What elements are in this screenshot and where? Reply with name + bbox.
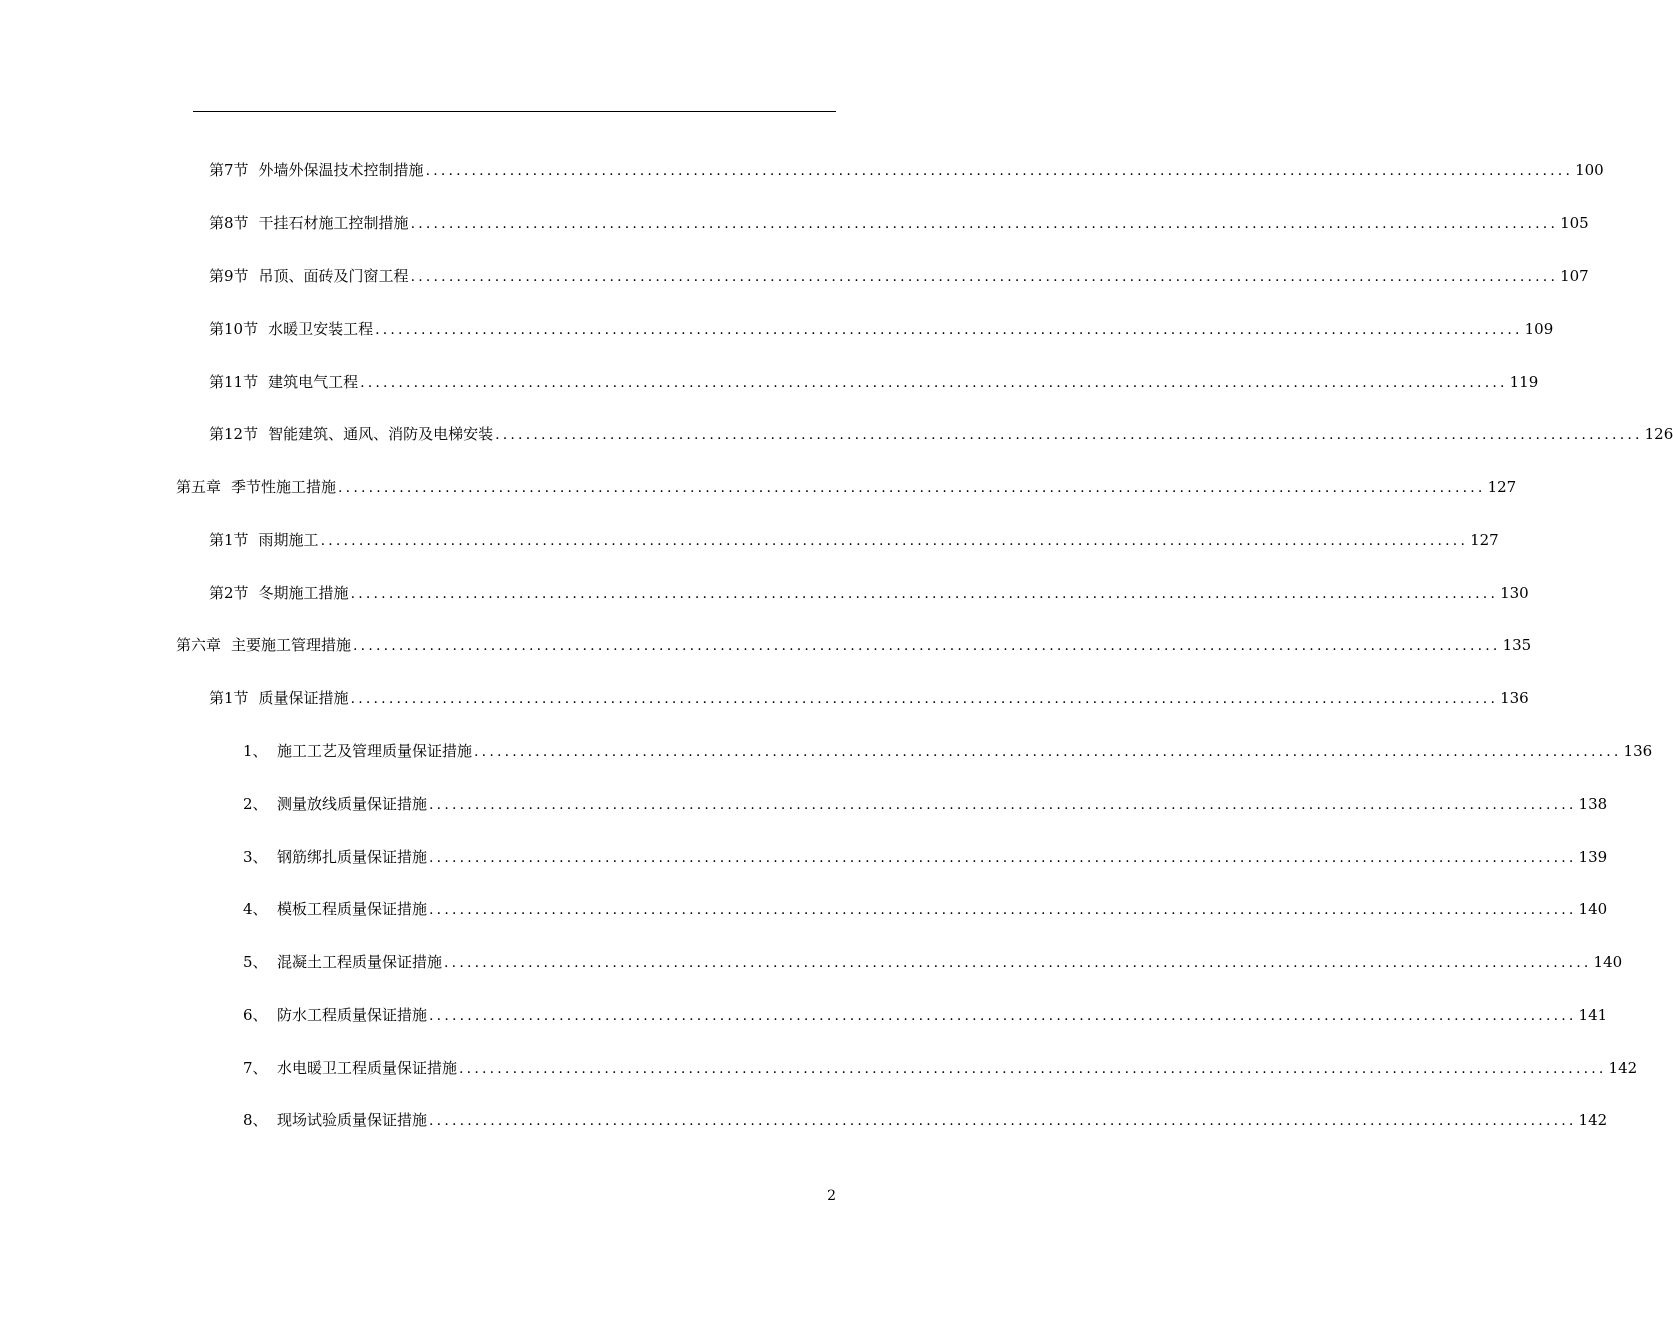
entry-title: 防水工程质量保证措施 xyxy=(277,1006,428,1024)
entry-page-number: 130 xyxy=(1500,584,1529,602)
entry-page-number: 140 xyxy=(1578,900,1608,918)
entry-title: 施工工艺及管理质量保证措施 xyxy=(277,742,473,760)
dot-leader: ...................................................................................................................................................... xyxy=(375,322,1523,338)
toc-subentry[interactable] xyxy=(243,739,1653,763)
entry-title: 质量保证措施 xyxy=(258,689,349,707)
dot-leader: ...................................................................................................................................................... xyxy=(360,375,1508,391)
toc-entry[interactable] xyxy=(209,158,1604,182)
entry-number: 第10节 xyxy=(209,320,259,338)
entry-number: 4、 xyxy=(243,900,268,918)
entry-page-number: 136 xyxy=(1500,689,1529,707)
entry-page-number: 127 xyxy=(1470,531,1499,549)
entry-number: 1、 xyxy=(243,742,268,760)
toc-entry[interactable] xyxy=(209,370,1539,394)
entry-page-number: 100 xyxy=(1575,161,1604,179)
entry-number: 6、 xyxy=(243,1006,268,1024)
entry-title: 外墙外保温技术控制措施 xyxy=(258,161,424,179)
dot-leader: ...................................................................................................................................................... xyxy=(425,163,1574,179)
toc-entry[interactable] xyxy=(209,211,1589,235)
toc-entry[interactable] xyxy=(209,686,1529,710)
entry-title: 模板工程质量保证措施 xyxy=(277,900,428,918)
entry-number: 第12节 xyxy=(209,425,259,443)
entry-page-number: 105 xyxy=(1560,214,1589,232)
entry-page-number: 107 xyxy=(1560,267,1589,285)
entry-number: 第五章 xyxy=(176,478,222,496)
toc-subentry[interactable] xyxy=(243,845,1608,869)
toc-subentry[interactable] xyxy=(243,1003,1608,1027)
dot-leader: ...................................................................................................................................................... xyxy=(410,269,1559,285)
entry-title: 钢筋绑扎质量保证措施 xyxy=(277,848,428,866)
entry-title: 水电暖卫工程质量保证措施 xyxy=(277,1059,458,1077)
entry-page-number: 119 xyxy=(1509,373,1539,391)
dot-leader: ...................................................................................................................................................... xyxy=(495,427,1643,443)
entry-page-number: 140 xyxy=(1593,953,1623,971)
entry-title: 水暖卫安装工程 xyxy=(268,320,374,338)
dot-leader: ...................................................................................................................................................... xyxy=(429,1113,1577,1129)
dot-leader: ...................................................................................................................................................... xyxy=(444,955,1592,971)
entry-title: 混凝土工程质量保证措施 xyxy=(277,953,443,971)
entry-title: 雨期施工 xyxy=(258,531,319,549)
toc-subentry[interactable] xyxy=(243,1108,1608,1132)
entry-number: 第六章 xyxy=(176,636,222,654)
dot-leader: ...................................................................................................................................................... xyxy=(350,691,1499,707)
entry-title: 建筑电气工程 xyxy=(268,373,359,391)
entry-number: 7、 xyxy=(243,1059,268,1077)
dot-leader: ...................................................................................................................................................... xyxy=(320,533,1469,549)
entry-number: 第1节 xyxy=(209,689,249,707)
entry-page-number: 109 xyxy=(1524,320,1554,338)
dot-leader: ...................................................................................................................................................... xyxy=(410,216,1559,232)
entry-number: 第8节 xyxy=(209,214,249,232)
toc-entry[interactable] xyxy=(209,528,1499,552)
entry-page-number: 139 xyxy=(1578,848,1608,866)
entry-number: 第7节 xyxy=(209,161,249,179)
entry-number: 第11节 xyxy=(209,373,259,391)
entry-number: 5、 xyxy=(243,953,268,971)
entry-number: 8、 xyxy=(243,1111,268,1129)
toc-subentry[interactable] xyxy=(243,897,1608,921)
entry-title: 吊顶、面砖及门窗工程 xyxy=(258,267,409,285)
toc-entry[interactable] xyxy=(209,581,1529,605)
entry-title: 智能建筑、通风、消防及电梯安装 xyxy=(268,425,494,443)
entry-title: 季节性施工措施 xyxy=(231,478,337,496)
entry-page-number: 136 xyxy=(1623,742,1653,760)
entry-page-number: 127 xyxy=(1487,478,1517,496)
toc-subentry[interactable] xyxy=(243,950,1623,974)
entry-number: 3、 xyxy=(243,848,268,866)
entry-title: 冬期施工措施 xyxy=(258,584,349,602)
dot-leader: ...................................................................................................................................................... xyxy=(459,1061,1607,1077)
toc-chapter-entry[interactable] xyxy=(176,475,1517,499)
entry-page-number: 135 xyxy=(1502,636,1532,654)
page-number: 2 xyxy=(827,1188,836,1204)
dot-leader: ...................................................................................................................................................... xyxy=(350,586,1499,602)
dot-leader: ...................................................................................................................................................... xyxy=(353,638,1501,654)
toc-entry[interactable] xyxy=(209,264,1589,288)
entry-page-number: 142 xyxy=(1578,1111,1608,1129)
entry-number: 第2节 xyxy=(209,584,249,602)
toc-entry[interactable] xyxy=(209,317,1554,341)
dot-leader: ...................................................................................................................................................... xyxy=(474,744,1622,760)
dot-leader: ...................................................................................................................................................... xyxy=(429,850,1577,866)
entry-page-number: 126 xyxy=(1644,425,1673,443)
entry-title: 主要施工管理措施 xyxy=(231,636,352,654)
entry-number: 2、 xyxy=(243,795,268,813)
toc-entry[interactable] xyxy=(209,422,1673,446)
entry-page-number: 138 xyxy=(1578,795,1608,813)
dot-leader: ...................................................................................................................................................... xyxy=(429,1008,1577,1024)
entry-number: 第1节 xyxy=(209,531,249,549)
entry-title: 干挂石材施工控制措施 xyxy=(258,214,409,232)
entry-title: 测量放线质量保证措施 xyxy=(277,795,428,813)
entry-page-number: 142 xyxy=(1608,1059,1638,1077)
toc-chapter-entry[interactable] xyxy=(176,633,1532,657)
toc-subentry[interactable] xyxy=(243,792,1608,816)
dot-leader: ...................................................................................................................................................... xyxy=(429,902,1577,918)
dot-leader: ...................................................................................................................................................... xyxy=(429,797,1577,813)
toc-subentry[interactable] xyxy=(243,1056,1638,1080)
entry-number: 第9节 xyxy=(209,267,249,285)
entry-title: 现场试验质量保证措施 xyxy=(277,1111,428,1129)
entry-page-number: 141 xyxy=(1578,1006,1608,1024)
dot-leader: ...................................................................................................................................................... xyxy=(338,480,1486,496)
